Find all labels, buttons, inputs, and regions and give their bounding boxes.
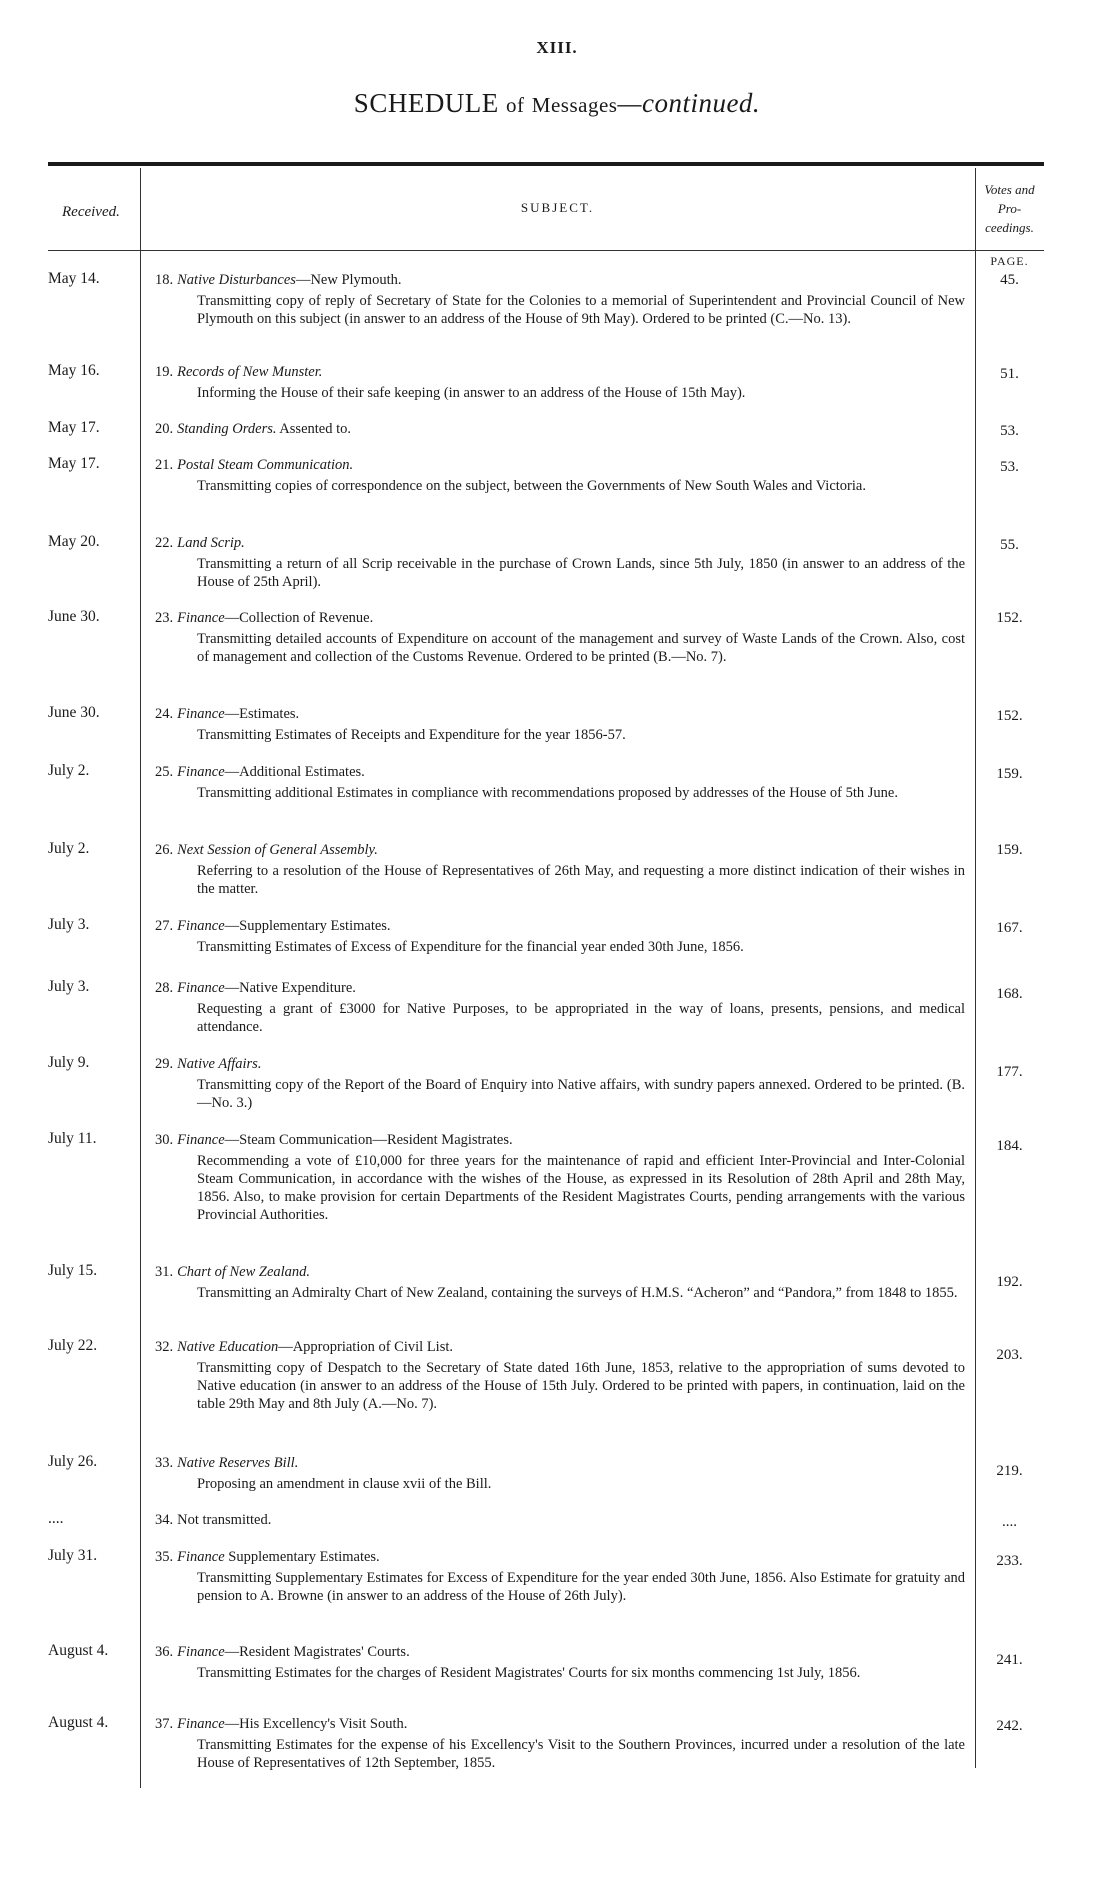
entry-title: Native Disturbances — [177, 272, 296, 288]
entry-title: Finance — [177, 1644, 225, 1660]
entry-page: 241. — [996, 1652, 1023, 1668]
entry-subject — [155, 1714, 965, 1772]
entry-title: Next Session of General Assembly. — [177, 842, 378, 858]
entry-number: 29. — [155, 1056, 174, 1072]
entry-date: May 16. — [48, 362, 100, 379]
entry-page: 152. — [996, 610, 1023, 626]
entry-number: 23. — [155, 610, 174, 626]
entry-page: 203. — [996, 1347, 1023, 1363]
top-rule — [48, 162, 1044, 166]
entry-title: Finance — [177, 1716, 225, 1732]
entry-subject — [155, 362, 965, 402]
entry-date: July 3. — [48, 978, 90, 995]
entry-number: 19. — [155, 364, 174, 380]
entry-date: .... — [48, 1510, 64, 1527]
entry-subject — [155, 1453, 965, 1493]
entry-page: 55. — [1000, 537, 1019, 553]
entry-title: Records of New Munster. — [177, 364, 323, 380]
entry-title: Finance — [177, 706, 225, 722]
entry-date: May 14. — [48, 270, 100, 287]
entry-page: 168. — [996, 986, 1023, 1002]
entry-number: 24. — [155, 706, 174, 722]
entry-subject — [155, 762, 965, 802]
entry-page: 53. — [1000, 459, 1019, 475]
entry-title-rest: —Collection of Revenue. — [224, 610, 374, 626]
entry-description: Transmitting a return of all Scrip receivable in the purchase of Crown Lands, since 5th July, 1850 (in answer to an address of the House of 25th April). — [197, 556, 965, 590]
entry-page: 177. — [996, 1064, 1023, 1080]
entry-title: Chart of New Zealand. — [177, 1264, 311, 1280]
entry-date: July 9. — [48, 1054, 90, 1071]
entry-subject — [155, 704, 965, 744]
entry-page: 152. — [996, 708, 1023, 724]
entry-date: August 4. — [48, 1642, 109, 1659]
entry-date: July 2. — [48, 762, 90, 779]
entry-title: Standing Orders. — [177, 421, 277, 437]
entry-number: 34. — [155, 1512, 174, 1528]
entry-subject — [155, 1054, 965, 1112]
entry-subject — [155, 1130, 965, 1224]
entry-title-rest: —Resident Magistrates' Courts. — [224, 1644, 410, 1660]
entry-number: 32. — [155, 1339, 174, 1355]
entry-title: Native Affairs. — [177, 1056, 262, 1072]
page-number: XIII. — [536, 38, 578, 57]
entry-title: Finance — [177, 980, 225, 996]
entry-description: Transmitting Estimates for the expense of his Excellency's Visit to the Southern Provinces, incurred under a resolution of the late House of Representatives of 12th September, 1855. — [197, 1737, 965, 1771]
header-rule — [48, 250, 1044, 251]
entry-title-rest: Not transmitted. — [177, 1512, 272, 1528]
entry-number: 37. — [155, 1716, 174, 1732]
entry-page: 192. — [996, 1274, 1023, 1290]
entry-date: August 4. — [48, 1714, 109, 1731]
header-subject: SUBJECT. — [520, 200, 595, 215]
entry-date: July 31. — [48, 1547, 98, 1564]
column-divider-left — [140, 168, 141, 1788]
entry-description: Proposing an amendment in clause xvii of the Bill. — [197, 1476, 492, 1492]
entry-description: Requesting a grant of £3000 for Native Purposes, to be appropriated in the way of loans, presents, pensions, and medical attendance. — [197, 1001, 965, 1035]
entry-title: Finance — [177, 1132, 225, 1148]
entry-subject — [155, 608, 965, 666]
entry-subject — [155, 840, 965, 898]
entry-subject — [155, 1547, 965, 1605]
entry-description: Transmitting Estimates for the charges of Resident Magistrates' Courts for six months commencing 1st July, 1856. — [197, 1665, 861, 1681]
entry-date: July 3. — [48, 916, 90, 933]
header-received: Received. — [62, 204, 120, 220]
page-label: PAGE. — [990, 254, 1029, 268]
entry-page: 51. — [1000, 366, 1019, 382]
entry-description: Transmitting additional Estimates in compliance with recommendations proposed by addresses of the House of 5th June. — [197, 785, 898, 801]
entry-page: 219. — [996, 1463, 1023, 1479]
entry-number: 30. — [155, 1132, 174, 1148]
entry-page: 184. — [996, 1138, 1023, 1154]
entry-subject — [155, 419, 965, 439]
entry-description: Referring to a resolution of the House of Representatives of 26th May, and requesting a more distinct indication of their wishes in the matter. — [197, 863, 965, 897]
entry-number: 18. — [155, 272, 174, 288]
entry-number: 22. — [155, 535, 174, 551]
entry-title: Native Reserves Bill. — [177, 1455, 299, 1471]
entry-title-rest: —Steam Communication—Resident Magistrates. — [224, 1132, 513, 1148]
entry-description: Recommending a vote of £10,000 for three years for the maintenance of rapid and efficient Inter-Provincial and Inter-Colonial Steam Communication, in accordance with the wishes of the House, as expressed in its Resolution of 28th April and 28th May, 1856. Also, to make provision for certain Departments of the Resident Magistrates Courts, pending arrangements with the various Provincial Authorities. — [197, 1153, 965, 1223]
entry-title: Land Scrip. — [177, 535, 245, 551]
entry-description: Transmitting copy of reply of Secretary of State for the Colonies to a memorial of Superintendent and Provincial Council of New Plymouth on this subject (in answer to an address of the House of 9th May). Ordered to be printed (C.—No. 13). — [197, 293, 965, 327]
entry-date: June 30. — [48, 704, 100, 721]
entry-description: Transmitting Estimates of Receipts and Expenditure for the year 1856-57. — [197, 727, 626, 743]
entry-number: 20. — [155, 421, 174, 437]
entry-subject — [155, 455, 965, 495]
entry-page: 167. — [996, 920, 1023, 936]
entry-number: 21. — [155, 457, 174, 473]
entry-page: 242. — [996, 1718, 1023, 1734]
entry-title: Finance — [177, 918, 225, 934]
entry-page: 159. — [996, 842, 1023, 858]
entry-subject — [155, 1510, 965, 1530]
title-of: of — [506, 93, 525, 117]
entry-title: Postal Steam Communication. — [177, 457, 354, 473]
entry-description: Transmitting copies of correspondence on the subject, between the Governments of New South Wales and Victoria. — [197, 478, 866, 494]
entry-number: 31. — [155, 1264, 174, 1280]
entry-date: July 22. — [48, 1337, 98, 1354]
entry-description: Transmitting copy of the Report of the Board of Enquiry into Native affairs, with sundry papers annexed. Ordered to be printed. (B.—No. 3.) — [197, 1077, 965, 1111]
entry-title: Finance — [177, 764, 225, 780]
entry-number: 35. — [155, 1549, 174, 1565]
entry-number: 33. — [155, 1455, 174, 1471]
entry-title-rest: —New Plymouth. — [295, 272, 402, 288]
entry-page: 45. — [1000, 272, 1019, 288]
entry-date: July 11. — [48, 1130, 97, 1147]
title-messages: Messages — [531, 93, 618, 117]
entry-title: Native Education — [177, 1339, 279, 1355]
entry-description: Transmitting copy of Despatch to the Secretary of State dated 16th June, 1853, relative to the appropriation of sums devoted to Native education (in answer to an address of the House of 15th July. Ordered to be printed with papers, in continuation, laid on the table 29th May and 8th July (A.—No. 7). — [197, 1360, 965, 1412]
entry-date: May 17. — [48, 419, 100, 436]
entry-title-rest: —Appropriation of Civil List. — [278, 1339, 453, 1355]
entry-description: Transmitting Supplementary Estimates for Excess of Expenditure for the year ended 30th June, 1856. Also Estimate for gratuity and pension to A. Browne (in answer to an address of the House of 26th July). — [197, 1570, 965, 1604]
entry-title-rest: —Supplementary Estimates. — [224, 918, 391, 934]
entry-subject — [155, 1642, 965, 1682]
entry-page: 159. — [996, 766, 1023, 782]
entry-date: May 17. — [48, 455, 100, 472]
entry-subject — [155, 978, 965, 1036]
entry-number: 27. — [155, 918, 174, 934]
entry-date: June 30. — [48, 608, 100, 625]
page-title — [0, 88, 1114, 119]
entry-date: May 20. — [48, 533, 100, 550]
entry-title-rest: —His Excellency's Visit South. — [224, 1716, 408, 1732]
entry-date: July 2. — [48, 840, 90, 857]
header-votes: Votes and Pro-ceedings. — [984, 182, 1035, 235]
entry-description: Transmitting an Admiralty Chart of New Zealand, containing the surveys of H.M.S. “Acheron” and “Pandora,” from 1848 to 1855. — [197, 1285, 958, 1301]
entry-page: 53. — [1000, 423, 1019, 439]
entry-page: 233. — [996, 1553, 1023, 1569]
entry-title-rest: Assented to. — [276, 421, 351, 437]
entry-subject — [155, 1337, 965, 1413]
title-continued: —continued. — [617, 88, 761, 118]
entry-title: Finance — [177, 1549, 225, 1565]
entry-subject — [155, 1262, 965, 1302]
entry-date: July 26. — [48, 1453, 98, 1470]
entry-title-rest: —Native Expenditure. — [224, 980, 356, 996]
entry-description: Transmitting Estimates of Excess of Expenditure for the financial year ended 30th June, 1856. — [197, 939, 744, 955]
entry-number: 28. — [155, 980, 174, 996]
entry-date: July 15. — [48, 1262, 98, 1279]
entry-subject — [155, 916, 965, 956]
entry-description: Transmitting detailed accounts of Expenditure on account of the management and survey of Waste Lands of the Crown. Also, cost of management and collection of the Customs Revenue. Ordered to be printed (B.—No. 7). — [197, 631, 965, 665]
entry-subject — [155, 533, 965, 591]
entry-number: 36. — [155, 1644, 174, 1660]
entry-title: Finance — [177, 610, 225, 626]
title-main: SCHEDULE — [353, 88, 499, 118]
entry-title-rest: Supplementary Estimates. — [224, 1549, 380, 1565]
entry-description: Informing the House of their safe keeping (in answer to an address of the House of 15th May). — [197, 385, 746, 401]
entry-title-rest: —Estimates. — [224, 706, 300, 722]
entry-subject — [155, 270, 965, 328]
entry-title-rest: —Additional Estimates. — [224, 764, 365, 780]
entry-number: 26. — [155, 842, 174, 858]
entry-number: 25. — [155, 764, 174, 780]
entry-page: .... — [1002, 1514, 1017, 1530]
